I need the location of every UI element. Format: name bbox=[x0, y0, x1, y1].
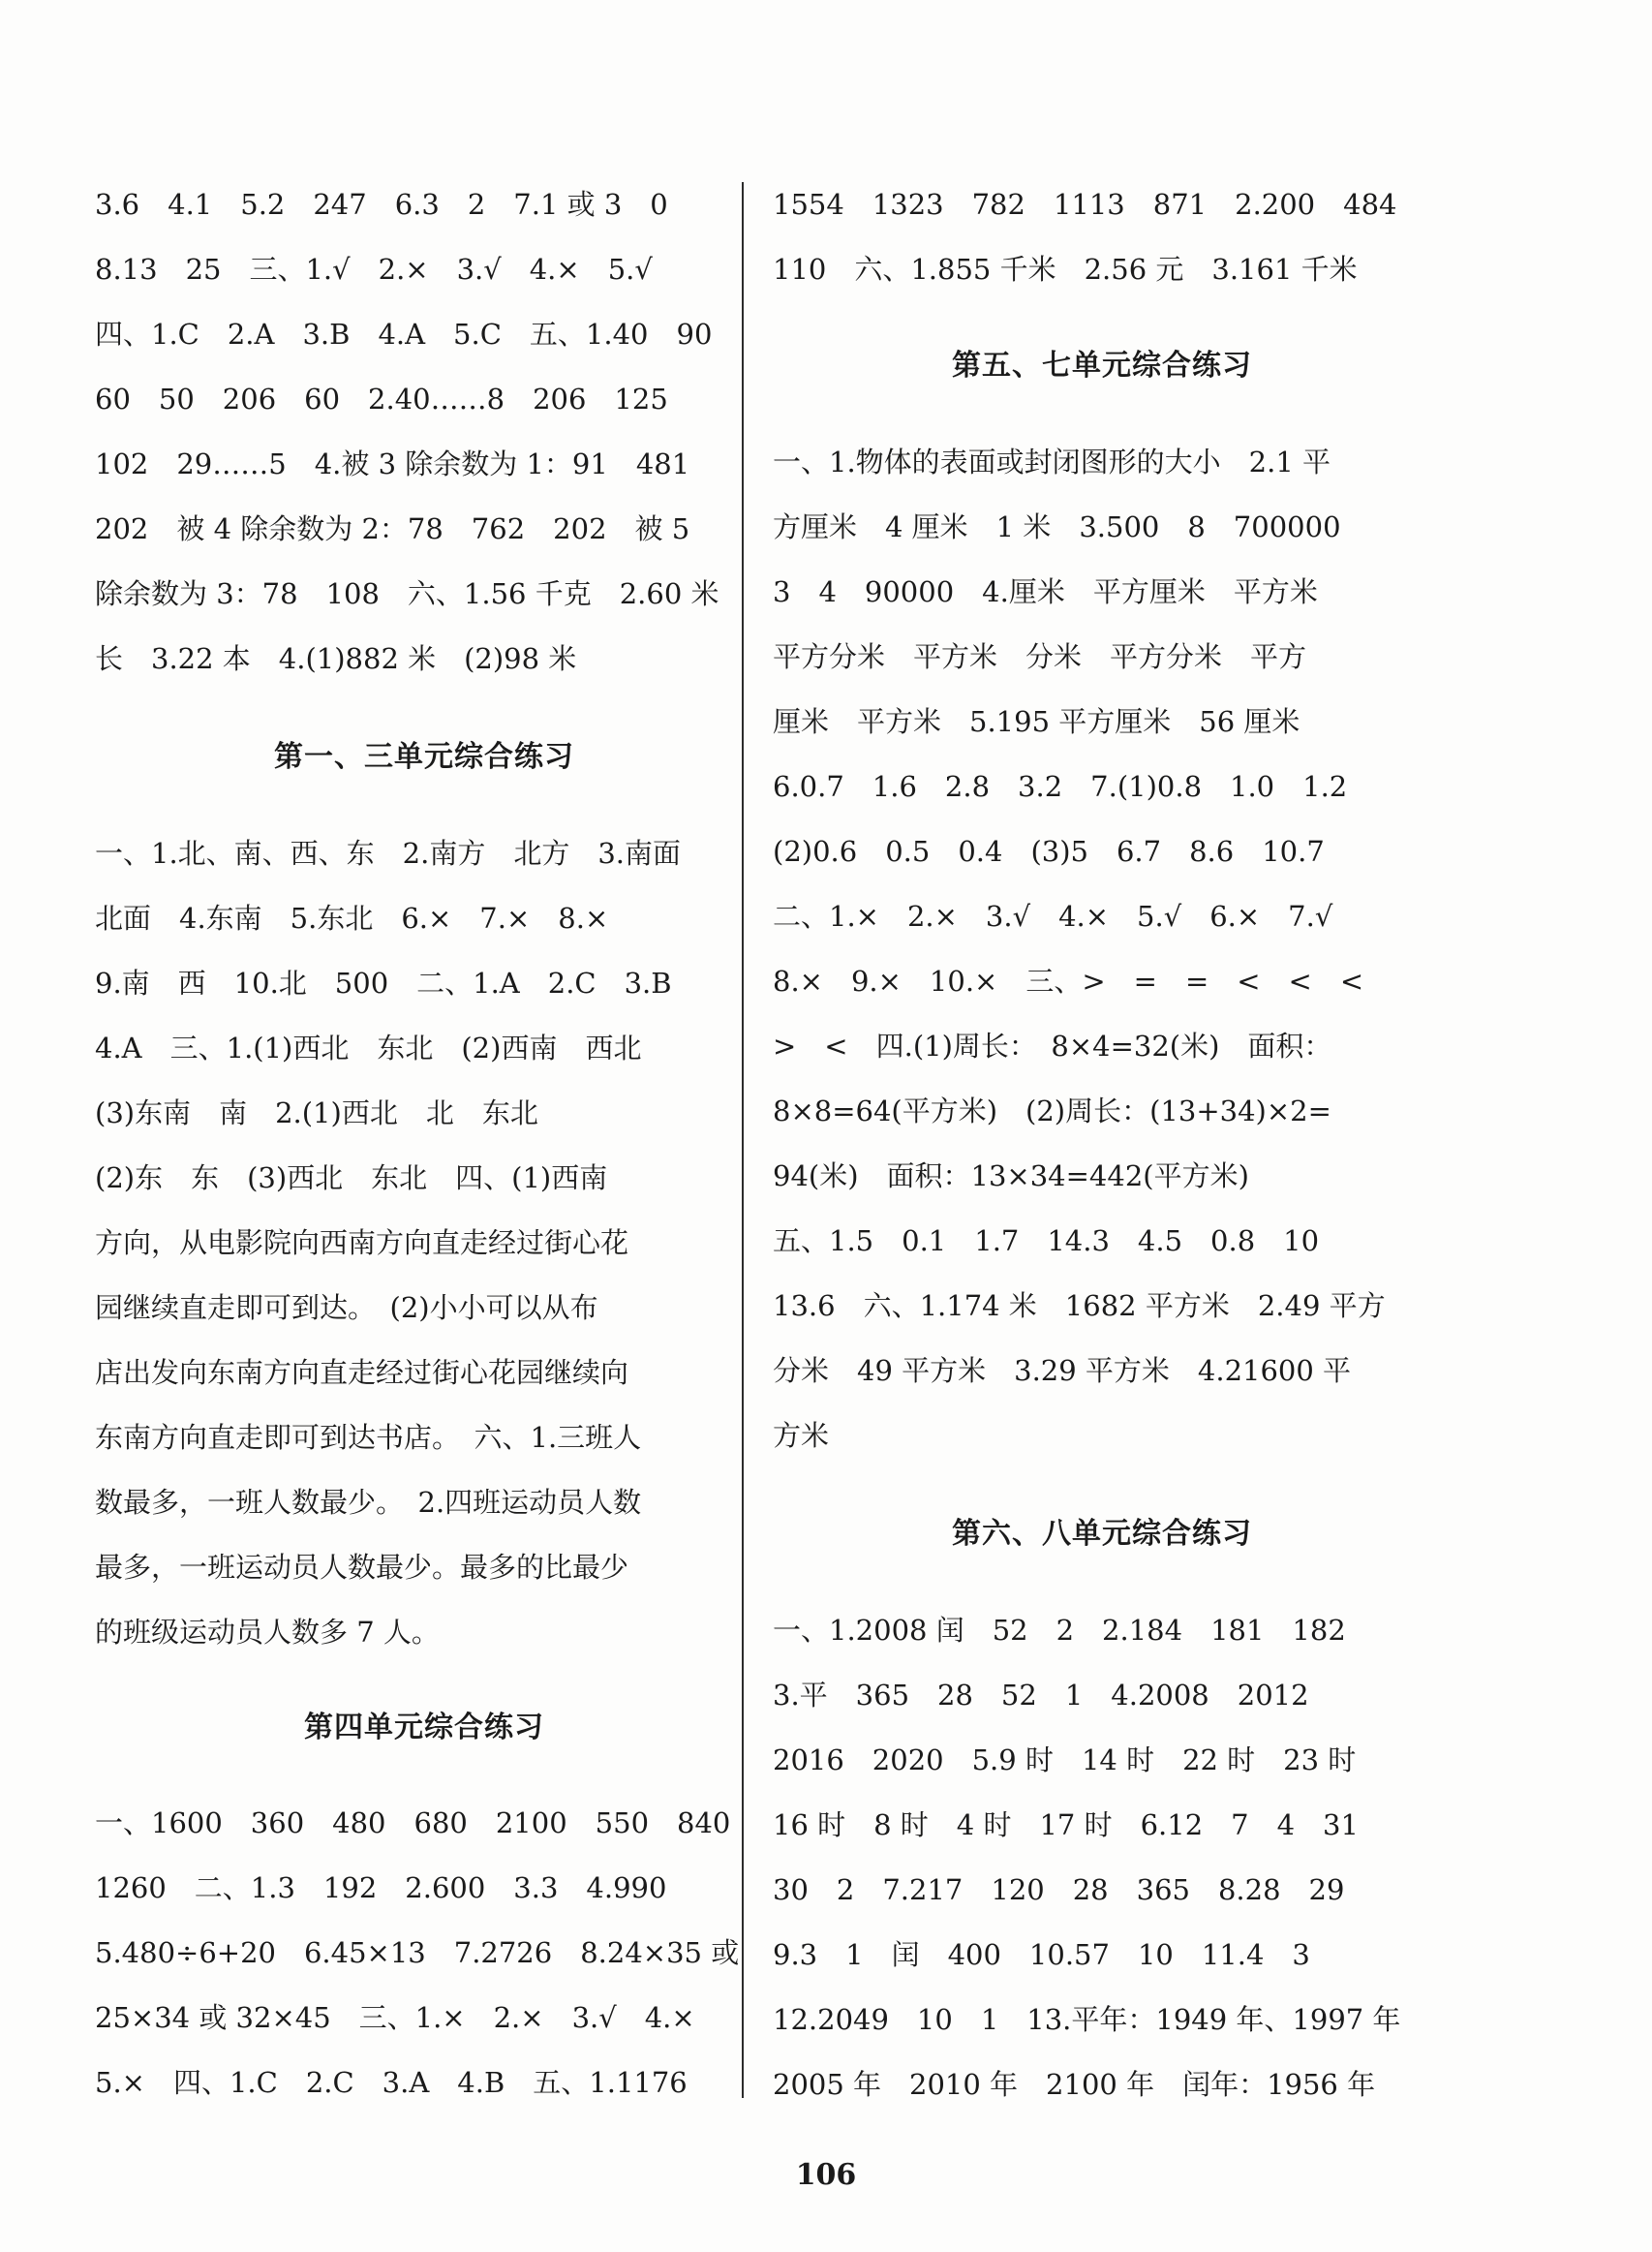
answer-line: > < 四.(1)周长： 8×4=32(米) 面积： bbox=[773, 1030, 1332, 1063]
answer-line: 9.南 西 10.北 500 二、1.A 2.C 3.B bbox=[95, 967, 672, 1000]
answer-line: 一、1.2008 闰 52 2 2.184 181 182 bbox=[773, 1614, 1346, 1647]
answer-line: 8.13 25 三、1.√ 2.× 3.√ 4.× 5.√ bbox=[95, 253, 653, 286]
answer-line: 2005 年 2010 年 2100 年 闰年：1956 年 bbox=[773, 2068, 1376, 2101]
page-number: 106 bbox=[795, 2158, 857, 2192]
answer-line: 3.6 4.1 5.2 247 6.3 2 7.1 或 3 0 bbox=[95, 188, 668, 221]
answer-line: 分米 49 平方米 3.29 平方米 4.21600 平 bbox=[773, 1354, 1352, 1387]
answer-line: 园继续直走即可到达。 (2)小小可以从布 bbox=[95, 1291, 598, 1324]
answer-line: 平方分米 平方米 分米 平方分米 平方 bbox=[773, 640, 1307, 673]
right-section2-title: 第六、八单元综合练习 bbox=[952, 1517, 1252, 1551]
answer-line: 25×34 或 32×45 三、1.× 2.× 3.√ 4.× bbox=[95, 2001, 695, 2034]
answer-line: 13.6 六、1.174 米 1682 平方米 2.49 平方 bbox=[773, 1289, 1386, 1322]
answer-line: 6.0.7 1.6 2.8 3.2 7.(1)0.8 1.0 1.2 bbox=[773, 770, 1348, 803]
answer-line: 二、1.× 2.× 3.√ 4.× 5.√ 6.× 7.√ bbox=[773, 900, 1333, 933]
answer-line: 2016 2020 5.9 时 14 时 22 时 23 时 bbox=[773, 1743, 1357, 1776]
left-intro-answers bbox=[95, 172, 753, 692]
answer-line: 3.平 365 28 52 1 4.2008 2012 bbox=[773, 1679, 1309, 1712]
answer-line: 店出发向东南方向直走经过街心花园继续向 bbox=[95, 1356, 629, 1389]
answer-line: 数最多，一班人数最少。 2.四班运动员人数 bbox=[95, 1486, 642, 1519]
answer-line: 30 2 7.217 120 28 365 8.28 29 bbox=[773, 1873, 1345, 1906]
answer-line: 1554 1323 782 1113 871 2.200 484 bbox=[773, 188, 1397, 221]
answer-line: 8.× 9.× 10.× 三、> = = < < < bbox=[773, 965, 1364, 998]
answer-line: 厘米 平方米 5.195 平方厘米 56 厘米 bbox=[773, 705, 1300, 738]
answer-line: (3)东南 南 2.(1)西北 北 东北 bbox=[95, 1096, 538, 1129]
answer-line: 五、1.5 0.1 1.7 14.3 4.5 0.8 10 bbox=[773, 1224, 1320, 1257]
answer-line: 5.480÷6+20 6.45×13 7.2726 8.24×35 或 bbox=[95, 1936, 740, 1969]
answer-line: 东南方向直走即可到达书店。 六、1.三班人 bbox=[95, 1421, 642, 1454]
left-section1-answers bbox=[95, 821, 753, 1665]
answer-line: (2)0.6 0.5 0.4 (3)5 6.7 8.6 10.7 bbox=[773, 835, 1325, 868]
answer-line: 12.2049 10 1 13.平年：1949 年、1997 年 bbox=[773, 2003, 1401, 2036]
right-section1-title: 第五、七单元综合练习 bbox=[952, 349, 1252, 383]
answer-line: 一、1.物体的表面或封闭图形的大小 2.1 平 bbox=[773, 446, 1331, 478]
answer-line: 方厘米 4 厘米 1 米 3.500 8 700000 bbox=[773, 510, 1341, 543]
right-section2-answers bbox=[773, 1598, 1431, 2117]
answer-line: 5.× 四、1.C 2.C 3.A 4.B 五、1.1176 bbox=[95, 2066, 688, 2099]
left-section1-title: 第一、三单元综合练习 bbox=[274, 740, 574, 774]
left-section2-answers bbox=[95, 1791, 753, 2115]
answer-line: 方米 bbox=[773, 1419, 830, 1452]
answer-line: (2)东 东 (3)西北 东北 四、(1)西南 bbox=[95, 1161, 608, 1194]
answer-line: 16 时 8 时 4 时 17 时 6.12 7 4 31 bbox=[773, 1808, 1359, 1841]
answer-line: 110 六、1.855 千米 2.56 元 3.161 千米 bbox=[773, 253, 1358, 286]
answer-line: 1260 二、1.3 192 2.600 3.3 4.990 bbox=[95, 1871, 667, 1904]
answer-line: 3 4 90000 4.厘米 平方厘米 平方米 bbox=[773, 575, 1318, 608]
right-intro-answers bbox=[773, 172, 1431, 302]
answer-line: 的班级运动员人数多 7 人。 bbox=[95, 1616, 440, 1649]
answer-line: 长 3.22 本 4.(1)882 米 (2)98 米 bbox=[95, 642, 577, 675]
right-section1-answers bbox=[773, 430, 1431, 1468]
answer-line: 四、1.C 2.A 3.B 4.A 5.C 五、1.40 90 bbox=[95, 318, 713, 351]
answer-line: 北面 4.东南 5.东北 6.× 7.× 8.× bbox=[95, 902, 609, 935]
answer-line: 除余数为 3：78 108 六、1.56 千克 2.60 米 bbox=[95, 577, 719, 610]
answer-line: 202 被 4 除余数为 2：78 762 202 被 5 bbox=[95, 512, 690, 545]
answer-line: 4.A 三、1.(1)西北 东北 (2)西南 西北 bbox=[95, 1032, 642, 1064]
answer-line: 60 50 206 60 2.40……8 206 125 bbox=[95, 383, 668, 416]
answer-line: 9.3 1 闰 400 10.57 10 11.4 3 bbox=[773, 1938, 1310, 1971]
answer-line: 一、1.北、南、西、东 2.南方 北方 3.南面 bbox=[95, 837, 682, 870]
answer-line: 94(米) 面积：13×34=442(平方米) bbox=[773, 1159, 1249, 1192]
answer-line: 8×8=64(平方米) (2)周长：(13+34)×2= bbox=[773, 1095, 1331, 1127]
answer-line: 一、1600 360 480 680 2100 550 840 bbox=[95, 1806, 731, 1839]
answer-line: 102 29……5 4.被 3 除余数为 1：91 481 bbox=[95, 447, 690, 480]
column-divider bbox=[742, 182, 744, 2098]
answer-line: 方向，从电影院向西南方向直走经过街心花 bbox=[95, 1226, 629, 1259]
left-section2-title: 第四单元综合练习 bbox=[304, 1711, 544, 1744]
answer-line: 最多，一班运动员人数最少。最多的比最少 bbox=[95, 1551, 629, 1584]
